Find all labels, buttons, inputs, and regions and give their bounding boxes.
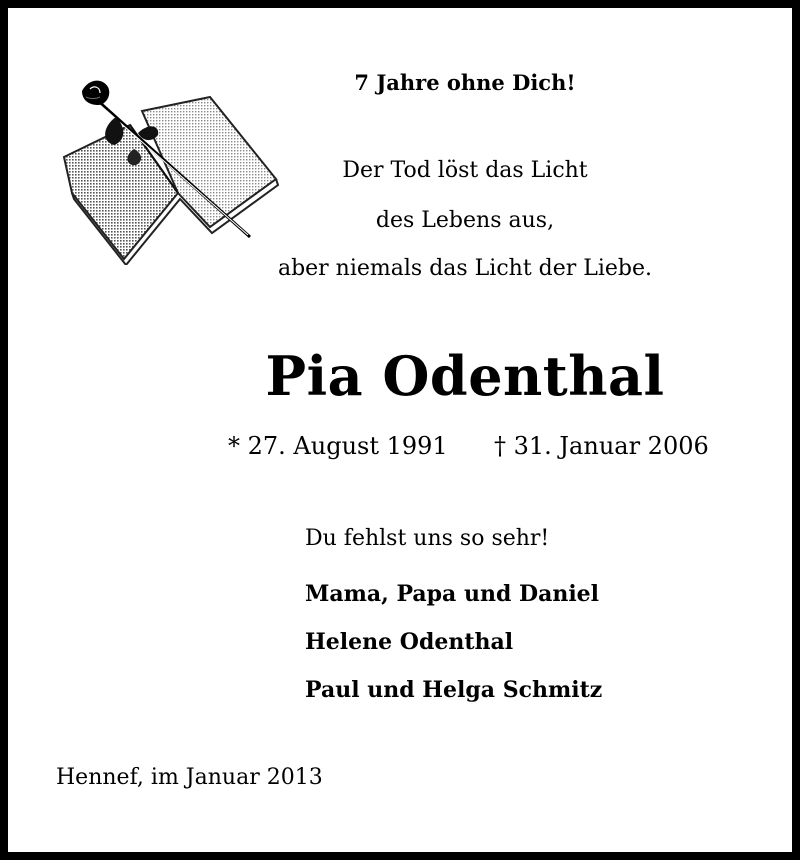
quote-line-2: des Lebens aus, [375,208,555,233]
quote-line-3: aber niemals das Licht der Liebe. [277,256,653,281]
rose-on-book-icon [60,75,280,265]
place-date: Hennef, im Januar 2013 [56,765,323,790]
birth-date: * 27. August 1991 [228,432,448,460]
message-line: Du fehlst uns so sehr! [305,526,550,551]
death-date: † 31. Januar 2006 [494,432,709,460]
quote-line-1: Der Tod löst das Licht [342,158,588,183]
signatory-1: Mama, Papa und Daniel [305,581,600,607]
signatory-2: Helene Odenthal [305,629,514,655]
anniversary-heading: 7 Jahre ohne Dich! [354,70,576,95]
signatory-3: Paul und Helga Schmitz [305,677,603,703]
deceased-name: Pia Odenthal [265,344,665,408]
